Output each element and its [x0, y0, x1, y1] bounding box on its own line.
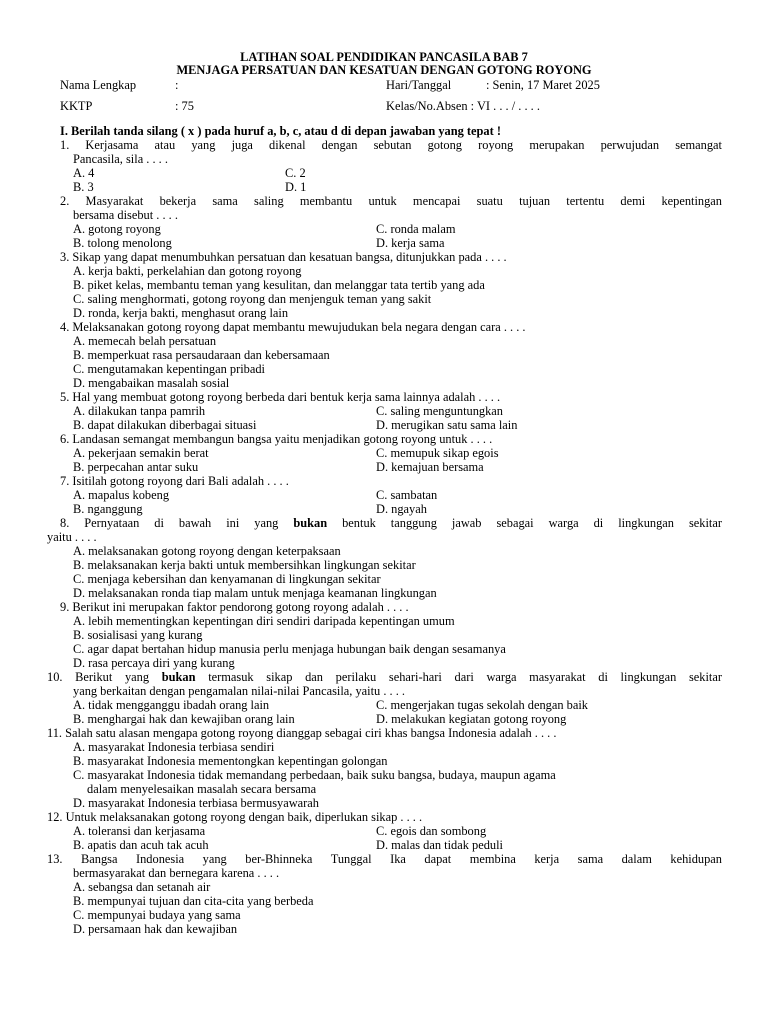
q12-option-c: C. egois dan sombong	[376, 824, 487, 838]
q3-option-d: D. ronda, kerja bakti, menghasut orang lain	[73, 306, 289, 320]
q1-option-a: A. 4	[73, 166, 95, 180]
q2-option-c: C. ronda malam	[376, 222, 456, 236]
q8-text: 8. Pernyataan di bawah ini yang bukan bentuk tanggung jawab sebagai warga di lingkungan sekitar	[60, 516, 722, 530]
q8-emphasis: bukan	[293, 516, 328, 530]
q6-option-b: B. perpecahan antar suku	[73, 460, 199, 474]
q1-option-c: C. 2	[285, 166, 306, 180]
q2-text-cont: bersama disebut . . . .	[73, 208, 178, 222]
q12-text: 12. Untuk melaksanakan gotong royong dengan baik, diperlukan sikap . . . .	[47, 810, 423, 824]
q2-option-d: D. kerja sama	[376, 236, 445, 250]
q10-emphasis: bukan	[161, 670, 196, 684]
q12-option-a: A. toleransi dan kerjasama	[73, 824, 206, 838]
q13-option-b: B. mempunyai tujuan dan cita-cita yang berbeda	[73, 894, 314, 908]
q9-text: 9. Berikut ini merupakan faktor pendorong gotong royong adalah . . . .	[60, 600, 409, 614]
q11-option-c-cont: dalam menyelesaikan masalah secara bersama	[87, 782, 317, 796]
q6-option-d: D. kemajuan bersama	[376, 460, 484, 474]
q12-option-d: D. malas dan tidak peduli	[376, 838, 503, 852]
q4-option-d: D. mengabaikan masalah sosial	[73, 376, 230, 390]
q1-text: 1. Kerjasama atau yang juga dikenal dengan sebutan gotong royong merupakan perwujudan semangat	[60, 138, 722, 152]
q13-option-c: C. mempunyai budaya yang sama	[73, 908, 241, 922]
q2-option-b: B. tolong menolong	[73, 236, 172, 250]
q10-option-d: D. melakukan kegiatan gotong royong	[376, 712, 567, 726]
q6-text: 6. Landasan semangat membangun bangsa yaitu menjadikan gotong royong untuk . . . .	[60, 432, 493, 446]
q11-option-c: C. masyarakat Indonesia tidak memandang perbedaan, baik suku bangsa, budaya, maupun agama	[73, 768, 556, 782]
q3-option-c: C. saling menghormati, gotong royong dan menjenguk teman yang sakit	[73, 292, 432, 306]
q13-option-d: D. persamaan hak dan kewajiban	[73, 922, 238, 936]
nama-label: Nama Lengkap	[60, 78, 137, 92]
q13-text-cont: bermasyarakat dan bernegara karena . . . .	[73, 866, 280, 880]
q4-option-b: B. memperkuat rasa persaudaraan dan kebersamaan	[73, 348, 330, 362]
q8-text-cont: yaitu . . . .	[47, 530, 97, 544]
q8-option-c: C. menjaga kebersihan dan kenyamanan di lingkungan sekitar	[73, 572, 381, 586]
q8-option-b: B. melaksanakan kerja bakti untuk membersihkan lingkungan sekitar	[73, 558, 416, 572]
q10-text-cont: yang berkaitan dengan pengamalan nilai-nilai Pancasila, yaitu . . . .	[73, 684, 406, 698]
q3-option-a: A. kerja bakti, perkelahian dan gotong royong	[73, 264, 302, 278]
kktp-value: : 75	[175, 99, 194, 113]
q7-option-b: B. nganggung	[73, 502, 143, 516]
q2-text: 2. Masyarakat bekerja sama saling membantu untuk mencapai suatu tujuan tertentu demi kepentingan	[60, 194, 722, 208]
q4-option-a: A. memecah belah persatuan	[73, 334, 217, 348]
q9-option-a: A. lebih mementingkan kepentingan diri sendiri daripada kepentingan umum	[73, 614, 455, 628]
nama-colon: :	[175, 78, 179, 92]
q10-option-a: A. tidak mengganggu ibadah orang lain	[73, 698, 270, 712]
q7-option-a: A. mapalus kobeng	[73, 488, 170, 502]
q11-option-b: B. masyarakat Indonesia mementongkan kepentingan golongan	[73, 754, 388, 768]
q9-option-b: B. sosialisasi yang kurang	[73, 628, 203, 642]
q6-option-c: C. memupuk sikap egois	[376, 446, 499, 460]
q6-option-a: A. pekerjaan semakin berat	[73, 446, 209, 460]
hari-label: Hari/Tanggal	[386, 78, 452, 92]
q13-option-a: A. sebangsa dan setanah air	[73, 880, 211, 894]
q11-option-a: A. masyarakat Indonesia terbiasa sendiri	[73, 740, 275, 754]
q7-option-d: D. ngayah	[376, 502, 427, 516]
q12-option-b: B. apatis dan acuh tak acuh	[73, 838, 209, 852]
q1-text-cont: Pancasila, sila . . . .	[73, 152, 168, 166]
q2-option-a: A. gotong royong	[73, 222, 161, 236]
q3-text: 3. Sikap yang dapat menumbuhkan persatuan dan kesatuan bangsa, ditunjukkan pada . . . .	[60, 250, 507, 264]
q8-option-a: A. melaksanakan gotong royong dengan keterpaksaan	[73, 544, 341, 558]
title-line-2: MENJAGA PERSATUAN DAN KESATUAN DENGAN GOTONG ROYONG	[176, 63, 592, 77]
hari-value: : Senin, 17 Maret 2025	[486, 78, 600, 92]
q1-option-d: D. 1	[285, 180, 307, 194]
q1-option-b: B. 3	[73, 180, 94, 194]
q9-option-d: D. rasa percaya diri yang kurang	[73, 656, 235, 670]
q10-text: 10. Berikut yang bukan termasuk sikap dan perilaku sehari-hari dari warga masyarakat di lingkungan sekitar	[47, 670, 722, 684]
q11-text: 11. Salah satu alasan mengapa gotong royong dianggap sebagai ciri khas bangsa Indonesia adalah . . . .	[47, 726, 557, 740]
title-line-1: LATIHAN SOAL PENDIDIKAN PANCASILA BAB 7	[240, 50, 528, 64]
kktp-label: KKTP	[60, 99, 93, 113]
q7-text: 7. Isitilah gotong royong dari Bali adalah . . . .	[60, 474, 289, 488]
q5-option-d: D. merugikan satu sama lain	[376, 418, 518, 432]
q13-text: 13. Bangsa Indonesia yang ber-Bhinneka Tunggal Ika dapat membina kerja sama dalam kehidupan	[47, 852, 722, 866]
q5-option-c: C. saling menguntungkan	[376, 404, 503, 418]
q5-option-b: B. dapat dilakukan diberbagai situasi	[73, 418, 257, 432]
q4-text: 4. Melaksanakan gotong royong dapat membantu mewujudukan bela negara dengan cara . . . .	[60, 320, 526, 334]
q9-option-c: C. agar dapat bertahan hidup manusia perlu menjaga hubungan baik dengan sesamanya	[73, 642, 506, 656]
instruction: I. Berilah tanda silang ( x ) pada huruf a, b, c, atau d di depan jawaban yang tepat !	[60, 124, 501, 138]
q5-text: 5. Hal yang membuat gotong royong berbeda dari bentuk kerja sama lainnya adalah . . . .	[60, 390, 501, 404]
q3-option-b: B. piket kelas, membantu teman yang kesulitan, dan melanggar tata tertib yang ada	[73, 278, 485, 292]
kelas-label: Kelas/No.Absen : VI . . . / . . . .	[386, 99, 540, 113]
q8-option-d: D. melaksanakan ronda tiap malam untuk menjaga keamanan lingkungan	[73, 586, 437, 600]
q4-option-c: C. mengutamakan kepentingan pribadi	[73, 362, 266, 376]
q11-option-d: D. masyarakat Indonesia terbiasa bermusyawarah	[73, 796, 319, 810]
q10-option-c: C. mengerjakan tugas sekolah dengan baik	[376, 698, 588, 712]
q7-option-c: C. sambatan	[376, 488, 438, 502]
q5-option-a: A. dilakukan tanpa pamrih	[73, 404, 206, 418]
q10-option-b: B. menghargai hak dan kewajiban orang lain	[73, 712, 295, 726]
